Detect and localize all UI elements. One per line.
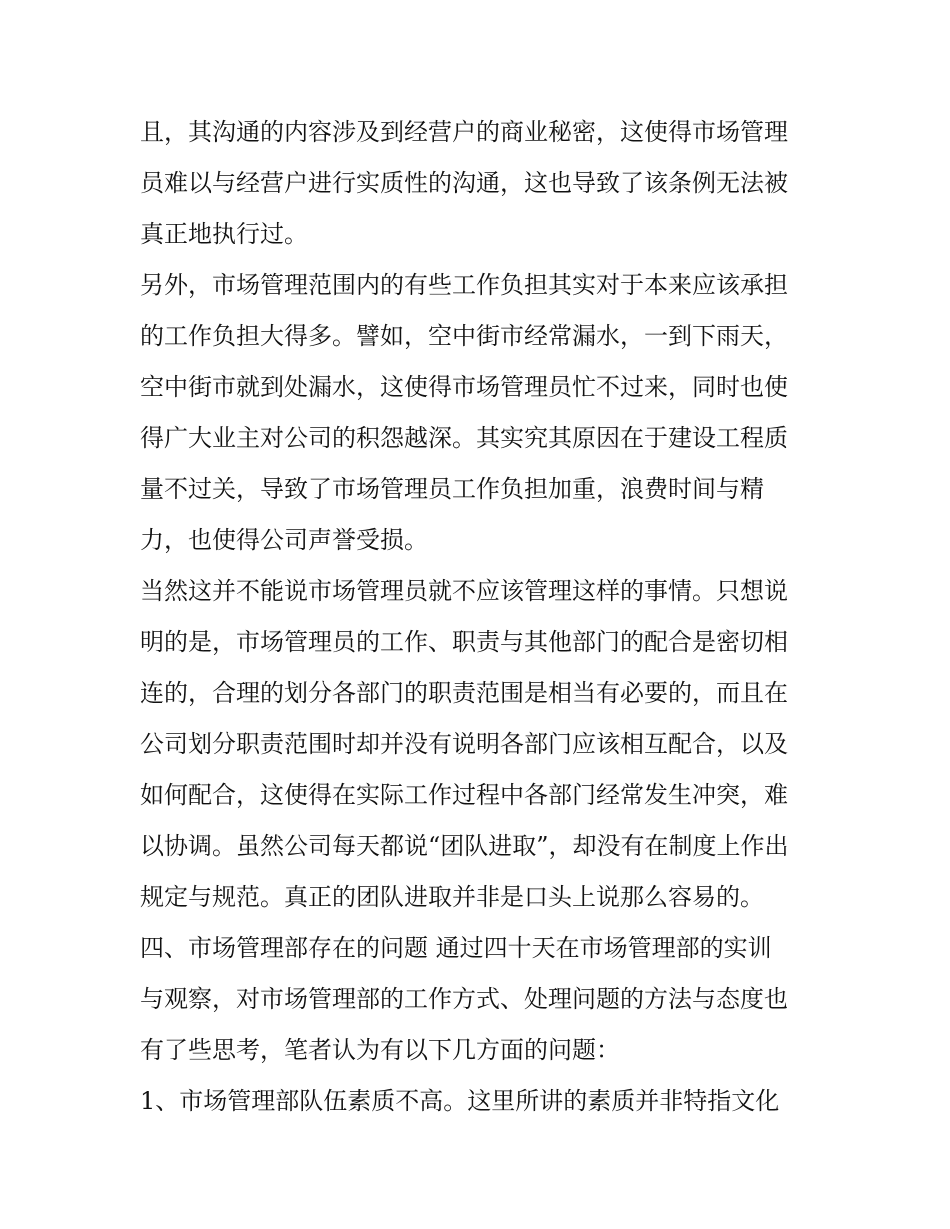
text-line-18: 与观察，对市场管理部的工作方式、处理问题的方法与态度也 xyxy=(140,985,788,1013)
text-line-11: 明的是，市场管理员的工作、职责与其他部门的配合是密切相 xyxy=(140,628,788,656)
text-line-12: 连的，合理的划分各部门的职责范围是相当有必要的，而且在 xyxy=(140,679,788,707)
text-line-9: 力，也使得公司声誉受损。 xyxy=(140,526,428,554)
text-line-2: 员难以与经营户进行实质性的沟通，这也导致了该条例无法被 xyxy=(140,169,788,197)
text-line-16: 规定与规范。真正的团队进取并非是口头上说那么容易的。 xyxy=(140,883,764,911)
text-line-4: 另外，市场管理范围内的有些工作负担其实对于本来应该承担 xyxy=(140,271,788,299)
text-line-6: 空中街市就到处漏水，这使得市场管理员忙不过来，同时也使 xyxy=(140,373,788,401)
text-line-15: 以协调。虽然公司每天都说“团队进取”，却没有在制度上作出 xyxy=(140,832,789,860)
text-line-19: 有了些思考，笔者认为有以下几方面的问题： xyxy=(140,1036,620,1064)
text-line-14: 如何配合，这使得在实际工作过程中各部门经常发生冲突，难 xyxy=(140,781,788,809)
text-line-3: 真正地执行过。 xyxy=(140,220,308,248)
text-line-8: 量不过关，导致了市场管理员工作负担加重，浪费时间与精 xyxy=(140,475,764,503)
text-line-1: 且，其沟通的内容涉及到经营户的商业秘密，这使得市场管理 xyxy=(140,118,788,146)
text-line-17: 四、市场管理部存在的问题 通过四十天在市场管理部的实训 xyxy=(140,934,772,962)
text-line-7: 得广大业主对公司的积怨越深。其实究其原因在于建设工程质 xyxy=(140,424,788,452)
body-text xyxy=(140,107,820,1127)
text-line-5: 的工作负担大得多。譬如，空中街市经常漏水，一到下雨天， xyxy=(140,322,788,350)
text-line-13: 公司划分职责范围时却并没有说明各部门应该相互配合，以及 xyxy=(140,730,788,758)
text-line-10: 当然这并不能说市场管理员就不应该管理这样的事情。只想说 xyxy=(140,577,788,605)
text-line-20: 1、市场管理部队伍素质不高。这里所讲的素质并非特指文化 xyxy=(140,1087,780,1115)
